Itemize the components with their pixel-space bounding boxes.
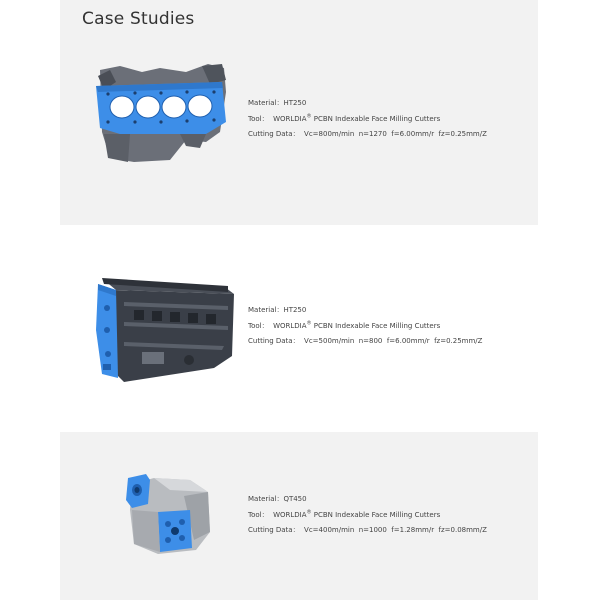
cutting-data-value: Vc=400m/min n=1000 f=1.28mm/r fz=0.08mm/Z [304,526,487,534]
tool-brand: WORLDIA [273,321,307,330]
tool-name: PCBN Indexable Face Milling Cutters [313,114,441,123]
tool-brand: WORLDIA [273,114,307,123]
cutting-data-line [248,127,487,143]
tool-label: Tool： [248,114,269,123]
material-line [248,96,487,112]
cutting-data-value: Vc=500m/min n=800 f=6.00mm/r fz=0.25mm/Z [304,337,483,345]
engine-block-6cyl-image [94,270,236,388]
tool-name: PCBN Indexable Face Milling Cutters [313,510,441,519]
cutting-data-label: Cutting Data： [248,337,300,345]
cutting-data-label: Cutting Data： [248,526,300,534]
registered-mark: ® [306,509,312,516]
tool-name: PCBN Indexable Face Milling Cutters [313,321,441,330]
registered-mark: ® [306,113,312,120]
cutting-data-line [248,334,482,350]
housing-part-image [124,470,212,556]
material-label: Material： [248,495,284,503]
material-label: Material： [248,99,284,107]
material-value: HT250 [283,306,307,314]
tool-line [248,112,487,128]
cutting-data-value: Vc=800m/min n=1270 f=6.00mm/r fz=0.25mm/Z [304,130,487,138]
material-line [248,492,487,508]
material-label: Material： [248,306,284,314]
tool-line [248,319,482,335]
page-title: Case Studies [82,9,195,29]
case-3-details [248,492,487,539]
cutting-data-label: Cutting Data： [248,130,300,138]
case-1-details [248,96,487,143]
cutting-data-line [248,523,487,539]
tool-brand: WORLDIA [273,510,307,519]
material-value: QT450 [283,495,307,503]
tool-label: Tool： [248,321,269,330]
engine-block-4cyl-image [90,62,232,168]
case-2-details [248,303,482,350]
tool-label: Tool： [248,510,269,519]
material-line [248,303,482,319]
material-value: HT250 [283,99,307,107]
registered-mark: ® [306,320,312,327]
tool-line [248,508,487,524]
